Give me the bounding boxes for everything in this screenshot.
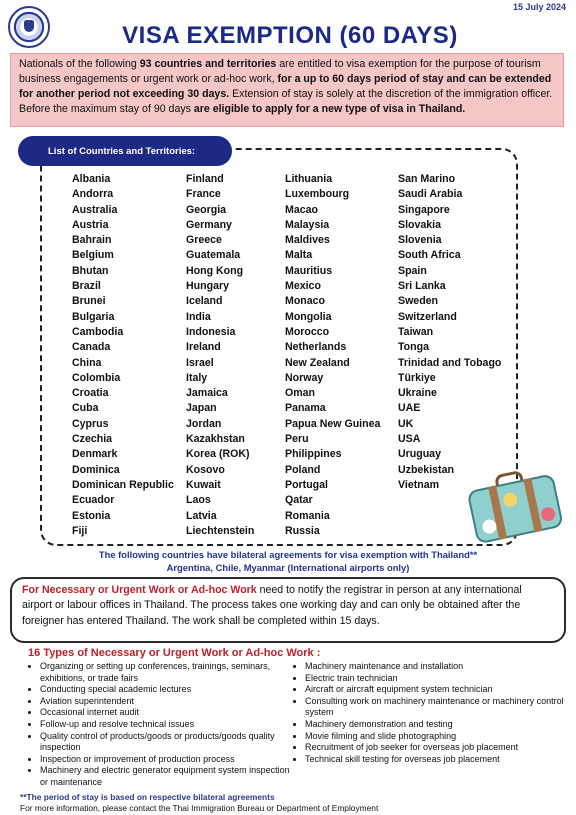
country-item: Slovakia bbox=[398, 218, 441, 231]
country-item: Iceland bbox=[186, 295, 223, 308]
work-type-item: • Organizing or setting up conferences, trainings, seminars, exhibitions, or trade fairs bbox=[40, 661, 298, 684]
intro-text-1: Nationals of the following bbox=[19, 58, 140, 70]
country-item: Israel bbox=[186, 356, 214, 369]
country-item: Guatemala bbox=[186, 249, 241, 262]
country-item: Colombia bbox=[72, 371, 121, 384]
country-item: Mongolia bbox=[285, 310, 332, 323]
country-item: Slovenia bbox=[398, 234, 442, 247]
work-type-item: • Recruitment of job seeker for overseas job placement bbox=[305, 742, 575, 754]
contact-info: For more information, please contact the Thai Immigration Bureau or Department of Employment bbox=[20, 803, 379, 813]
country-item: Qatar bbox=[285, 494, 313, 507]
intro-paragraph bbox=[10, 53, 564, 127]
country-item: Bhutan bbox=[72, 264, 109, 277]
country-item: Kuwait bbox=[186, 478, 221, 491]
country-item: Morocco bbox=[285, 325, 330, 338]
country-item: India bbox=[186, 310, 211, 323]
work-type-item: • Occasional internet audit bbox=[40, 707, 298, 719]
country-item: Jordan bbox=[186, 417, 222, 430]
country-item: USA bbox=[398, 433, 421, 446]
country-item: Philippines bbox=[285, 448, 342, 461]
country-item: Estonia bbox=[72, 509, 111, 522]
bilateral-countries: Argentina, Chile, Myanmar (International airports only) bbox=[166, 561, 410, 573]
work-type-item: • Inspection or improvement of production process bbox=[40, 754, 298, 766]
countries-column-3 bbox=[285, 172, 380, 539]
country-item: Trinidad and Tobago bbox=[398, 356, 502, 369]
country-item: Germany bbox=[186, 218, 232, 231]
country-item: Canada bbox=[72, 341, 111, 354]
bilateral-agreements-note bbox=[30, 549, 546, 574]
work-type-item: • Aircraft or aircraft equipment system technician bbox=[305, 684, 575, 696]
country-item: Panama bbox=[285, 402, 326, 415]
country-item: Türkiye bbox=[398, 371, 436, 384]
country-item: Luxembourg bbox=[285, 188, 350, 201]
country-item: Liechtenstein bbox=[186, 524, 255, 537]
work-type-item: • Movie filming and slide photographing bbox=[305, 731, 575, 743]
country-item: Sri Lanka bbox=[398, 280, 446, 293]
work-type-item: • Conducting special academic lectures bbox=[40, 684, 298, 696]
country-item: Austria bbox=[72, 218, 109, 231]
country-item: Andorra bbox=[72, 188, 114, 201]
country-item: Maldives bbox=[285, 234, 330, 247]
country-item: Cambodia bbox=[72, 325, 124, 338]
country-item: South Africa bbox=[398, 249, 461, 262]
country-item: Latvia bbox=[186, 509, 217, 522]
urgent-work-box bbox=[10, 577, 566, 643]
work-type-item: • Machinery demonstration and testing bbox=[305, 719, 575, 731]
country-item: Portugal bbox=[285, 478, 328, 491]
intro-eligibility: are eligible to apply for a new type of visa in Thailand. bbox=[193, 103, 466, 115]
work-types-title: 16 Types of Necessary or Urgent Work or Ad-hoc Work : bbox=[28, 647, 321, 659]
country-item: Spain bbox=[398, 264, 427, 277]
country-item: Bulgaria bbox=[72, 310, 115, 323]
country-item: Cuba bbox=[72, 402, 99, 415]
country-item: China bbox=[72, 356, 102, 369]
country-item: Mexico bbox=[285, 280, 321, 293]
country-item: Monaco bbox=[285, 295, 326, 308]
country-item: Kosovo bbox=[186, 463, 225, 476]
document-date: 15 July 2024 bbox=[512, 2, 566, 12]
urgent-work-text: need to notify the registrar in person at any international airport or labour offices in Thailand. The process takes one working day and can only be obtained after the foreigner has entered Thailand. The work shall be completed within 15 days. bbox=[22, 584, 522, 627]
work-type-item: • Aviation superintendent bbox=[40, 696, 298, 708]
footnote: **The period of stay is based on respective bilateral agreements bbox=[20, 792, 275, 802]
country-item: Laos bbox=[186, 494, 211, 507]
country-item: Cyprus bbox=[72, 417, 109, 430]
country-item: Kazakhstan bbox=[186, 433, 245, 446]
intro-stay-period: for a up to 60 days period of stay and can be extended for another period not exceeding 30 days. bbox=[19, 73, 552, 100]
country-item: Russia bbox=[285, 524, 320, 537]
work-types-left-list bbox=[28, 661, 298, 789]
countries-column-1 bbox=[72, 172, 174, 539]
intro-text-2: are entitled to visa exemption for the purpose of tourism business engagements or urgent work or ad-hoc work, bbox=[19, 58, 541, 85]
intro-text-3: Extension of stay is solely at the discretion of the immigration officer. Before the maximum stay of 90 days bbox=[19, 88, 553, 115]
country-item: Mauritius bbox=[285, 264, 333, 277]
country-item: Switzerland bbox=[398, 310, 457, 323]
country-item: Malta bbox=[285, 249, 313, 262]
country-item: Australia bbox=[72, 203, 118, 216]
work-type-item: • Consulting work on machinery maintenance or machinery control system bbox=[305, 696, 575, 719]
country-item: Vietnam bbox=[398, 478, 440, 491]
country-item: Norway bbox=[285, 371, 324, 384]
urgent-work-lead: For Necessary or Urgent Work or Ad-hoc Work bbox=[22, 584, 257, 596]
country-item: San Marino bbox=[398, 173, 456, 185]
work-type-item: • Follow-up and resolve technical issues bbox=[40, 719, 298, 731]
work-type-item: • Machinery and electric generator equipment system inspection or maintenance bbox=[40, 765, 298, 788]
country-item: UAE bbox=[398, 402, 421, 415]
country-item: Oman bbox=[285, 387, 316, 400]
intro-count: 93 countries and territories bbox=[139, 58, 277, 70]
country-item: Dominica bbox=[72, 463, 120, 476]
country-item: Italy bbox=[186, 371, 208, 384]
country-item: France bbox=[186, 188, 221, 201]
work-types-right-list bbox=[293, 661, 575, 765]
country-item: Lithuania bbox=[285, 173, 333, 185]
country-item: Uzbekistan bbox=[398, 463, 454, 476]
country-item: Bahrain bbox=[72, 234, 112, 247]
country-item: Malaysia bbox=[285, 218, 330, 231]
country-item: Hong Kong bbox=[186, 264, 244, 277]
country-item: Denmark bbox=[72, 448, 118, 461]
country-item: Ukraine bbox=[398, 387, 437, 400]
work-type-item: • Machinery maintenance and installation bbox=[305, 661, 575, 673]
countries-column-4 bbox=[398, 172, 501, 493]
country-item: Brunei bbox=[72, 295, 106, 308]
country-item: Netherlands bbox=[285, 341, 347, 354]
country-item: Fiji bbox=[72, 524, 88, 537]
country-item: Singapore bbox=[398, 203, 450, 216]
country-item: Macao bbox=[285, 203, 318, 216]
work-type-item: • Technical skill testing for overseas job placement bbox=[305, 754, 575, 766]
country-item: Georgia bbox=[186, 203, 227, 216]
countries-list-header: List of Countries and Territories: bbox=[18, 136, 232, 166]
country-item: UK bbox=[398, 417, 414, 430]
immigration-bureau-logo bbox=[8, 6, 50, 48]
country-item: Saudi Arabia bbox=[398, 188, 463, 201]
country-item: Croatia bbox=[72, 387, 109, 400]
country-item: Finland bbox=[186, 173, 224, 185]
country-item: Albania bbox=[72, 173, 111, 185]
country-item: Ecuador bbox=[72, 494, 115, 507]
country-item: New Zealand bbox=[285, 356, 350, 369]
country-item: Indonesia bbox=[186, 325, 236, 338]
country-item: Peru bbox=[285, 433, 309, 446]
country-item: Japan bbox=[186, 402, 217, 415]
country-item: Hungary bbox=[186, 280, 229, 293]
country-item: Uruguay bbox=[398, 448, 441, 461]
country-item: Tonga bbox=[398, 341, 429, 354]
country-item: Romania bbox=[285, 509, 330, 522]
country-item: Ireland bbox=[186, 341, 221, 354]
country-item: Korea (ROK) bbox=[186, 448, 250, 461]
country-item: Sweden bbox=[398, 295, 439, 308]
country-item: Dominican Republic bbox=[72, 478, 174, 491]
page-title: VISA EXEMPTION (60 DAYS) bbox=[122, 22, 458, 49]
country-item: Jamaica bbox=[186, 387, 228, 400]
country-item: Brazil bbox=[72, 280, 101, 293]
countries-column-2 bbox=[186, 172, 254, 539]
country-item: Belgium bbox=[72, 249, 114, 262]
country-item: Papua New Guinea bbox=[285, 417, 381, 430]
country-item: Poland bbox=[285, 463, 321, 476]
work-type-item: • Electric train technician bbox=[305, 673, 575, 685]
country-item: Taiwan bbox=[398, 325, 434, 338]
country-item: Czechia bbox=[72, 433, 113, 446]
work-type-item: • Quality control of products/goods or products/goods quality inspection bbox=[40, 731, 298, 754]
bilateral-line-1: The following countries have bilateral agreements for visa exemption with Thailand** bbox=[98, 549, 478, 560]
country-item: Greece bbox=[186, 234, 222, 247]
